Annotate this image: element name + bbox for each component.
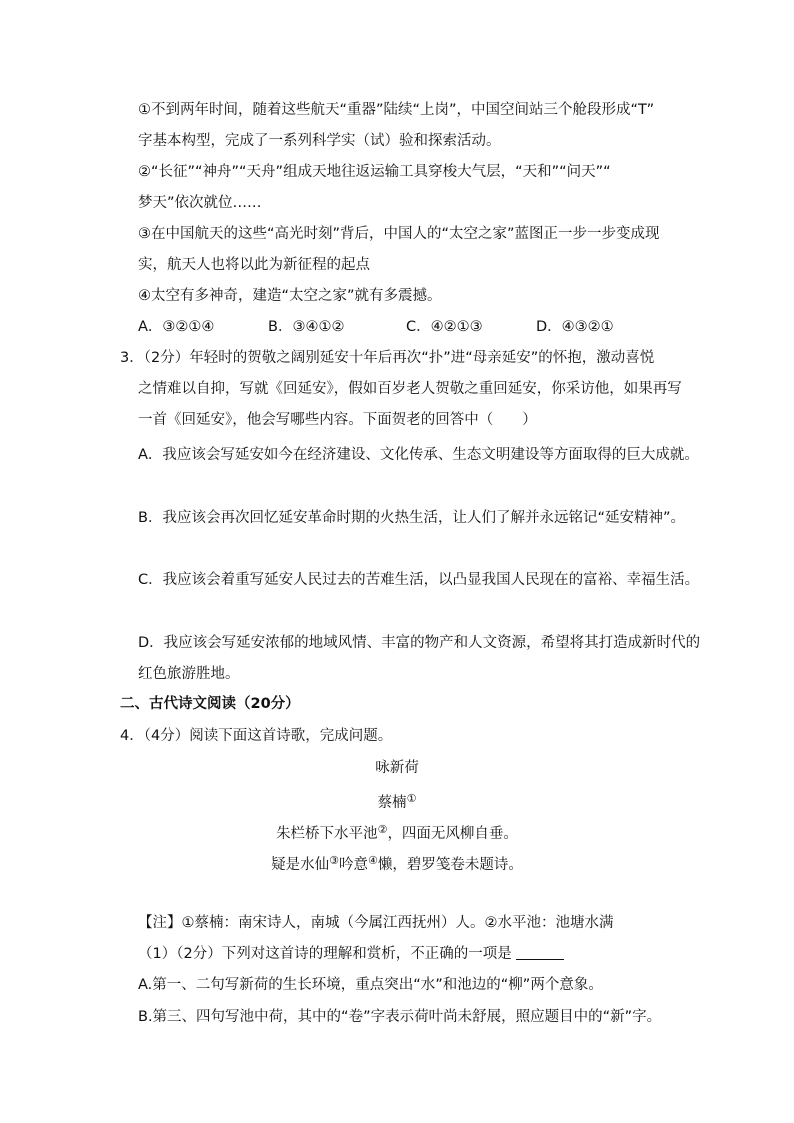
answer-blank[interactable] <box>516 945 564 960</box>
sentence-3-line-1: ③在中国航天的这些“高光时刻”背后，中国人的“太空之家”蓝图正一步一步变成现 <box>138 226 660 242</box>
poem-author-name: 蔡楠 <box>377 795 407 811</box>
q3-option-d-line-2[interactable]: 红色旅游胜地。 <box>138 666 240 682</box>
q4-sub-1-text: （1）（2分）下列对这首诗的理解和赏析，不正确的一项是 <box>138 946 512 962</box>
q4-sub-1-option-a[interactable]: A.第一、二句写新荷的生长环境，重点突出“水”和池边的“柳”两个意象。 <box>138 977 603 993</box>
poem-line-1-part-a: 朱栏桥下水平池 <box>276 826 378 842</box>
sentence-2-line-1: ②“长征”“神舟”“天舟”组成天地往返运输工具穿梭大气层，“天和”“问天”“ <box>138 164 611 180</box>
q3-option-d-line-1[interactable]: D．我应该会写延安浓郁的地域风情、丰富的物产和人文资源，希望将其打造成新时代的 <box>138 635 701 651</box>
q3-stem-line-3: 一首《回延安》，他会写哪些内容。下面贺老的回答中（ ） <box>138 412 537 428</box>
q2-option-a[interactable]: A．③②①④ <box>138 319 215 335</box>
footnote-mark-2: ② <box>377 823 388 836</box>
q4-stem: 4．（4分）阅读下面这首诗歌，完成问题。 <box>120 728 393 744</box>
q2-option-c[interactable]: C．④②①③ <box>406 319 483 335</box>
q2-option-b[interactable]: B．③④①② <box>268 319 345 335</box>
poem-line-2-part-a: 疑是水仙 <box>271 857 330 873</box>
poem-line-1-part-b: ，四面无风柳自垂。 <box>387 826 518 842</box>
poem-line-1 <box>0 820 794 844</box>
q3-stem-line-2: 之情难以自抑，写就《回延安》，假如百岁老人贺敬之重回延安，你采访他，如果再写 <box>138 381 682 397</box>
poem-note: 【注】①蔡楠：南宋诗人，南城（今属江西抚州）人。②水平池：池塘水满 <box>138 915 614 931</box>
sentence-1-line-2: 字基本构型，完成了一系列科学实（试）验和探索活动。 <box>138 133 501 149</box>
poem-title: 咏新荷 <box>375 760 419 776</box>
poem-line-2-part-b: 吟意 <box>339 857 368 873</box>
section-2-heading: 二、古代诗文阅读（20分） <box>120 696 300 712</box>
sentence-1-line-1: ①不到两年时间，随着这些航天“重器”陆续“上岗”，中国空间站三个舱段形成“T” <box>138 102 655 118</box>
sentence-2-line-2: 梦天”依次就位…… <box>138 195 262 211</box>
footnote-mark-4: ④ <box>368 854 378 867</box>
sentence-3-line-2: 实，航天人也将以此为新征程的起点 <box>138 257 370 273</box>
q3-stem-line-1: 3．（2分）年轻时的贺敬之阔别延安十年后再次“扑”进“母亲延安”的怀抱，激动喜悦 <box>120 350 655 366</box>
poem-author <box>0 789 794 813</box>
q3-option-a[interactable]: A．我应该会写延安如今在经济建设、文化传承、生态文明建设等方面取得的巨大成就。 <box>138 447 699 463</box>
sentence-4: ④太空有多神奇，建造“太空之家”就有多震撼。 <box>138 288 442 304</box>
q4-sub-1 <box>138 944 564 964</box>
poem-line-2-part-c: 懒，碧罗笺卷未题诗。 <box>377 857 523 873</box>
q2-options <box>138 317 666 337</box>
q4-sub-1-option-b[interactable]: B.第三、四句写池中荷，其中的“卷”字表示荷叶尚未舒展，照应题目中的“新”字。 <box>138 1009 662 1025</box>
poem-line-2 <box>0 851 794 875</box>
footnote-mark-3: ③ <box>329 854 339 867</box>
q3-option-c[interactable]: C．我应该会着重写延安人民过去的苦难生活，以凸显我国人民现在的富裕、幸福生活。 <box>138 572 700 588</box>
q2-option-d[interactable]: D．④③②① <box>536 319 614 335</box>
footnote-mark-1: ① <box>406 792 417 805</box>
q3-option-b[interactable]: B．我应该会再次回忆延安革命时期的火热生活，让人们了解并永远铭记“延安精神”。 <box>138 510 685 526</box>
